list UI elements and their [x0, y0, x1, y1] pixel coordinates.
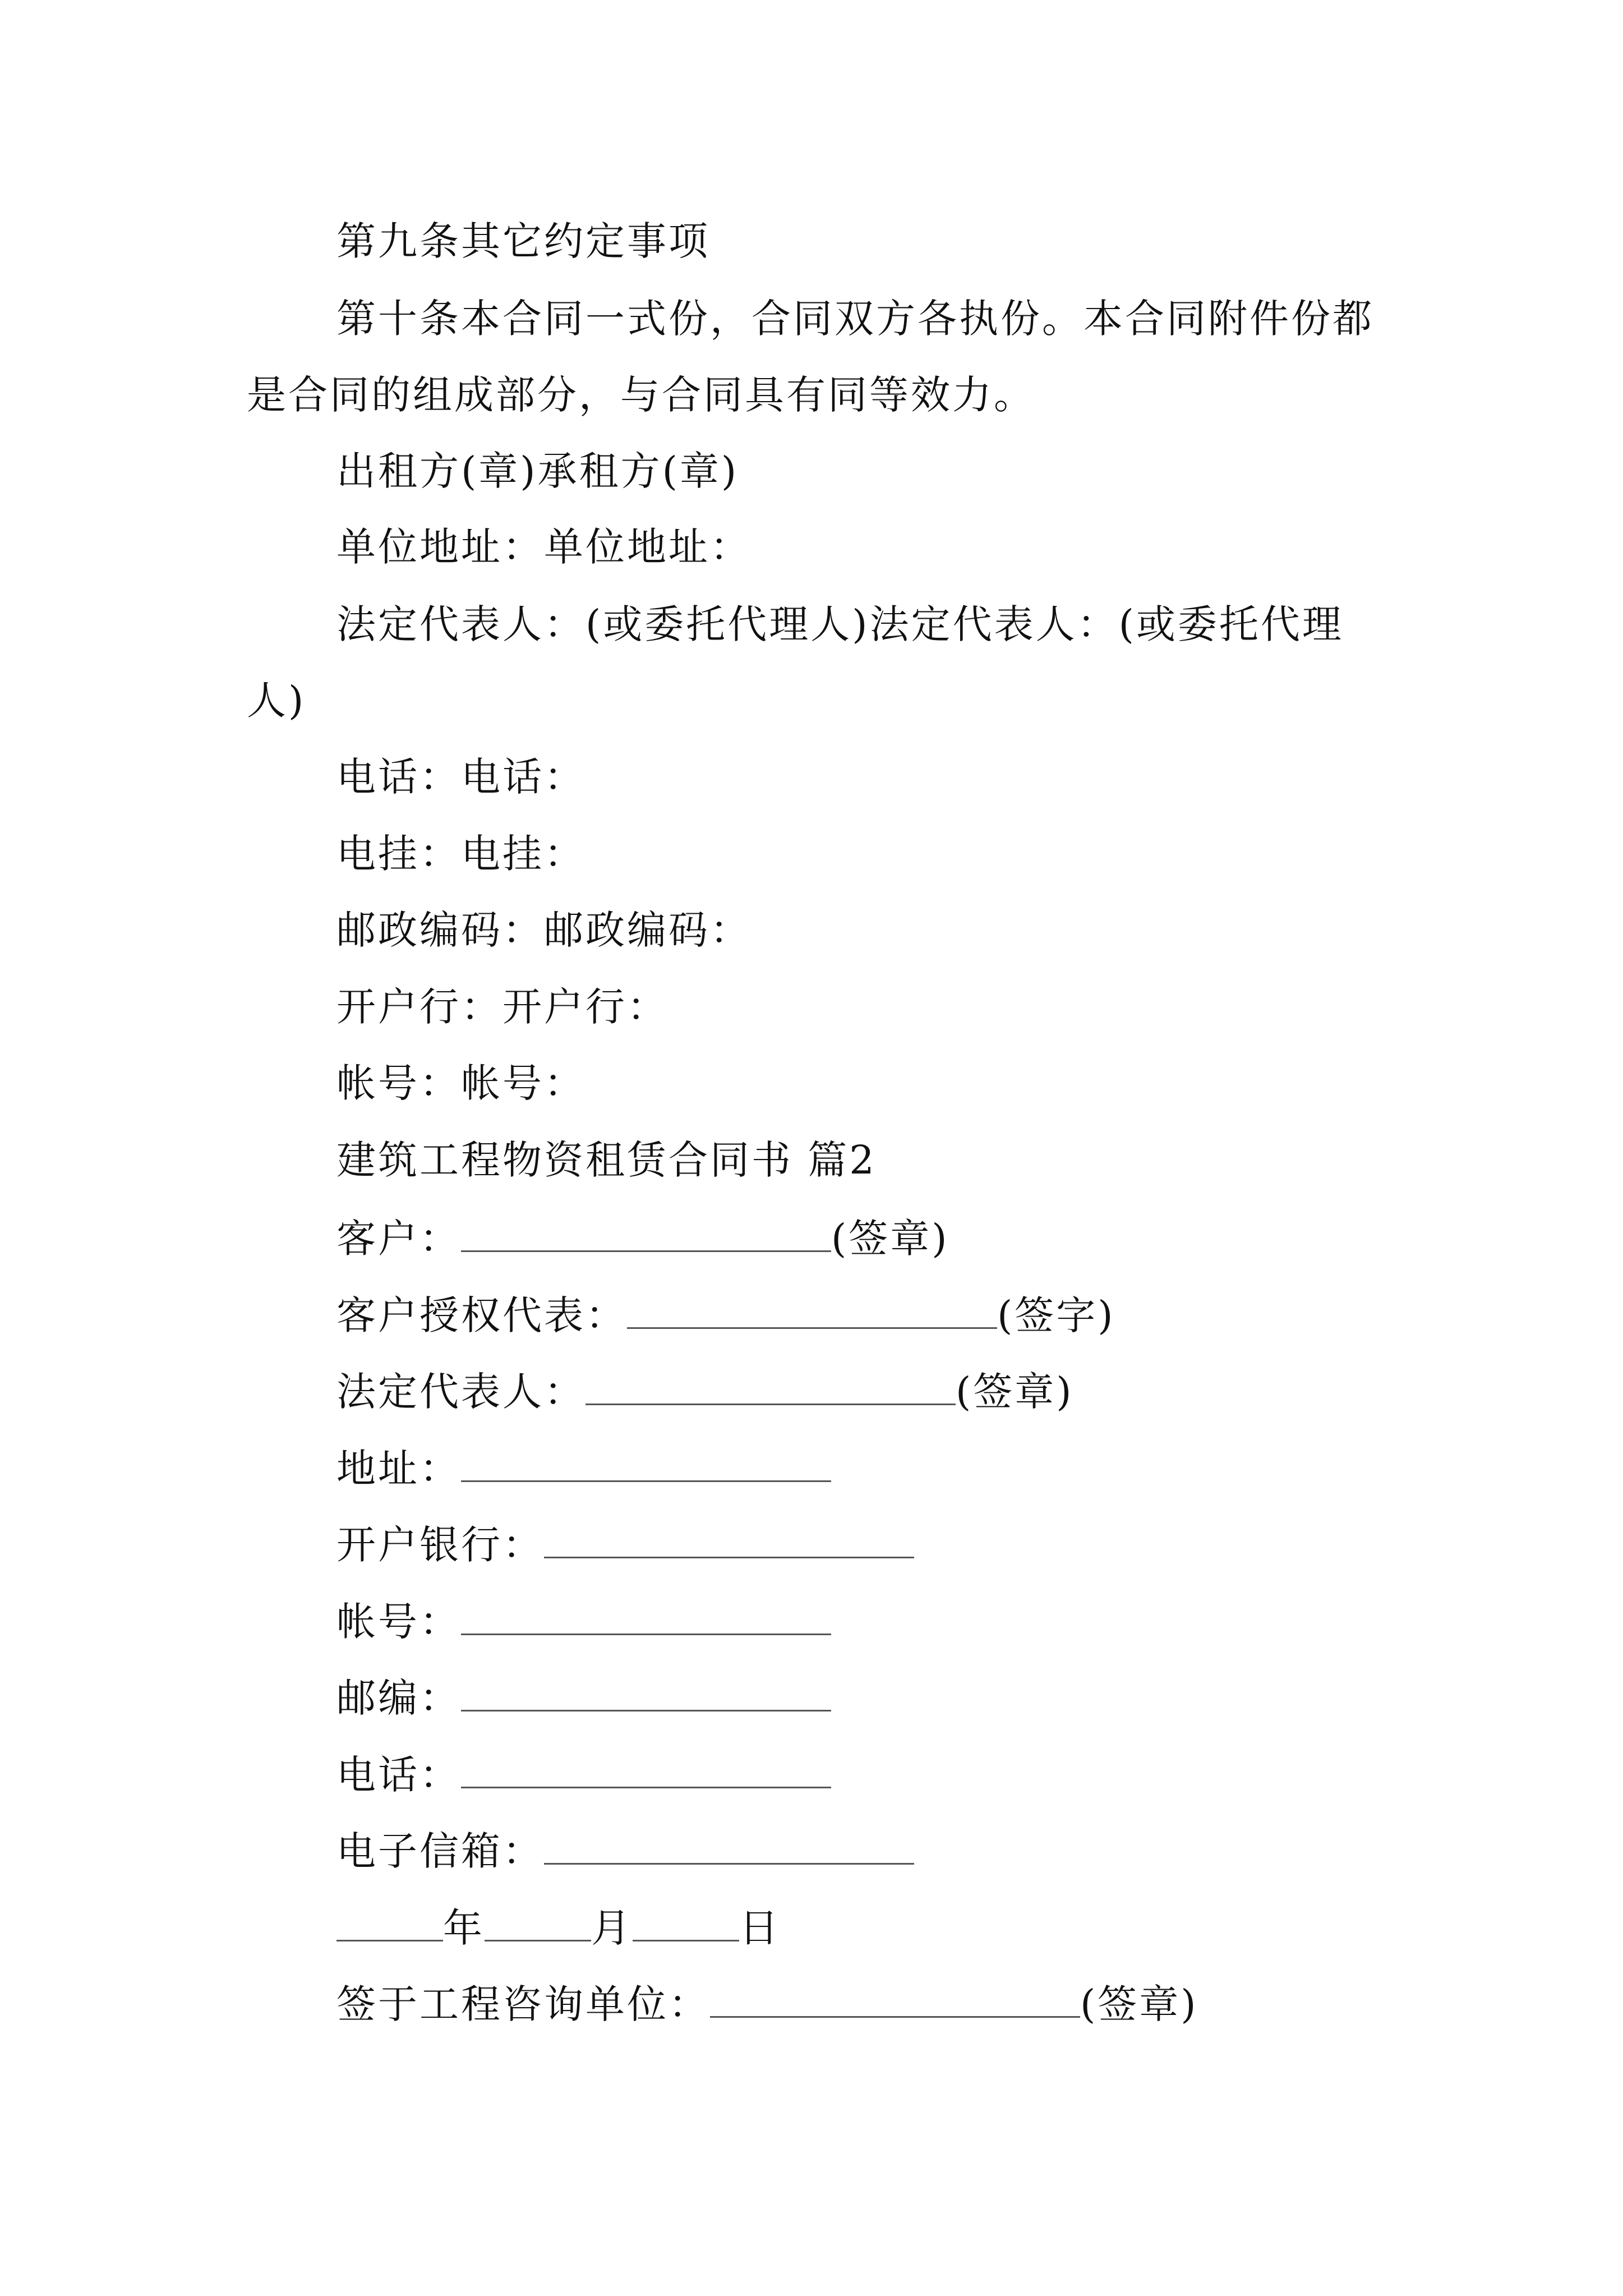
address2-blank[interactable] — [461, 1447, 831, 1482]
legal-rep2-blank[interactable] — [585, 1370, 956, 1405]
signed-at-label: 签于工程咨询单位： — [336, 1981, 710, 2027]
signed-at-field — [336, 1981, 1198, 2027]
parties-line: 出租方(章)承租方(章) — [336, 448, 739, 494]
postcode-line: 邮政编码：邮政编码： — [336, 907, 751, 953]
month-label: 月 — [591, 1905, 633, 1951]
customer-rep-suffix: (签字) — [997, 1292, 1115, 1338]
bank2-label: 开户银行： — [336, 1522, 544, 1568]
account2-field — [336, 1599, 831, 1645]
customer-rep-label: 客户授权代表： — [336, 1292, 627, 1338]
day-label: 日 — [739, 1905, 781, 1951]
postcode2-label: 邮编： — [336, 1675, 461, 1721]
month-blank[interactable] — [485, 1906, 591, 1941]
account-line: 帐号：帐号： — [336, 1060, 585, 1106]
legal-rep2-field — [336, 1369, 1074, 1415]
year-blank[interactable] — [336, 1906, 443, 1941]
article-9: 第九条其它约定事项 — [336, 218, 710, 264]
postcode2-blank[interactable] — [461, 1676, 831, 1711]
account2-blank[interactable] — [461, 1600, 831, 1635]
date-field — [336, 1905, 781, 1951]
bank2-field — [336, 1522, 914, 1568]
phone2-label: 电话： — [336, 1752, 461, 1798]
postcode2-field — [336, 1675, 831, 1721]
address2-label: 地址： — [336, 1446, 461, 1492]
customer-field — [336, 1216, 949, 1262]
customer-rep-field — [336, 1292, 1115, 1338]
customer-suffix: (签章) — [831, 1216, 949, 1262]
customer-rep-blank[interactable] — [627, 1294, 997, 1329]
day-blank[interactable] — [633, 1906, 739, 1941]
phone-line: 电话：电话： — [336, 754, 585, 800]
phone2-field — [336, 1752, 831, 1798]
phone2-blank[interactable] — [461, 1753, 831, 1788]
bank-line: 开户行：开户行： — [336, 984, 668, 1030]
address2-field — [336, 1446, 831, 1492]
email-field — [336, 1828, 914, 1874]
customer-blank[interactable] — [461, 1217, 831, 1252]
bank2-blank[interactable] — [544, 1523, 914, 1558]
signed-at-blank[interactable] — [710, 1982, 1080, 2018]
legal-rep-line: 法定代表人：(或委托代理人)法定代表人：(或委托代理人) — [247, 601, 1344, 724]
account2-label: 帐号： — [336, 1599, 461, 1645]
legal-rep2-suffix: (签章) — [956, 1369, 1074, 1415]
fax-line: 电挂：电挂： — [336, 831, 585, 877]
year-label: 年 — [443, 1905, 485, 1951]
customer-label: 客户： — [336, 1216, 461, 1262]
article-10: 第十条本合同一式份，合同双方各执份。本合同附件份都是合同的组成部分，与合同具有同等效力。 — [247, 296, 1374, 418]
email-label: 电子信箱： — [336, 1828, 544, 1874]
email-blank[interactable] — [544, 1829, 914, 1865]
section-2-title: 建筑工程物资租赁合同书 篇2 — [336, 1137, 877, 1183]
signed-at-suffix: (签章) — [1080, 1981, 1198, 2027]
legal-rep2-label: 法定代表人： — [336, 1369, 585, 1415]
address-line: 单位地址：单位地址： — [336, 524, 751, 570]
